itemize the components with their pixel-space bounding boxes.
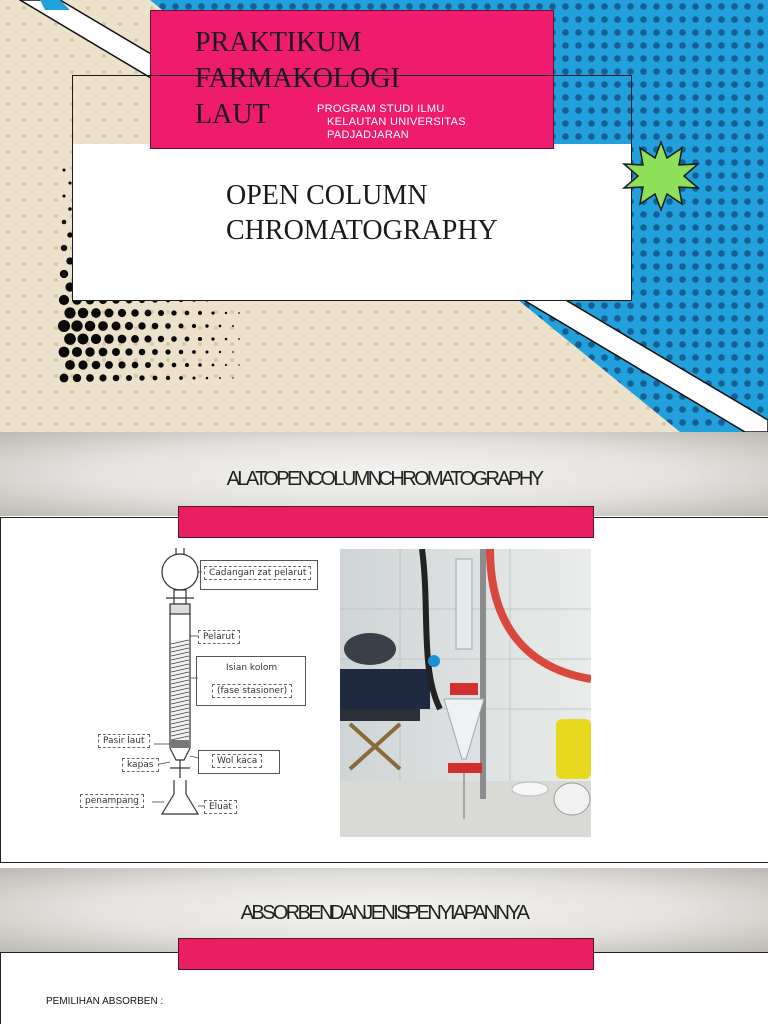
- slide2-title: ALAT OPEN COLUMN CHROMATOGRAPHY: [226, 468, 542, 490]
- cover-slide: [0, 0, 768, 432]
- absorbent-selection-heading: PEMILIHAN ABSORBEN :: [46, 996, 164, 1007]
- label-cotton: kapas: [122, 758, 159, 772]
- lab-photo: [340, 549, 591, 837]
- subtitle-line-2: CHROMATOGRAPHY: [226, 215, 498, 246]
- label-packing-2: (fase stasioner): [212, 684, 292, 698]
- column-diagram: [72, 548, 322, 833]
- label-eluate: Eluat: [204, 800, 237, 814]
- cover-organization: [317, 103, 466, 142]
- org-line-2: KELAUTAN UNIVERSITAS: [327, 116, 466, 128]
- slide3-title: ABSORBEN DAN JENIS PENYIAPANNYA: [240, 902, 528, 924]
- label-reservoir: Cadangan zat pelarut: [204, 566, 311, 580]
- cover-title: PRAKTIKUM FARMAKOLOGI LAUT: [195, 27, 400, 130]
- label-sand: Pasir laut: [98, 734, 150, 748]
- slide2-accent-bar: [178, 506, 594, 538]
- label-receiver: penampang: [80, 794, 144, 808]
- label-glass-wool: Wol kaca: [212, 754, 262, 768]
- org-line-1: PROGRAM STUDI ILMU: [317, 103, 445, 115]
- title-banner: [150, 10, 554, 149]
- label-packing-1: Isian kolom: [222, 662, 281, 674]
- slide3-accent-bar: [178, 938, 594, 970]
- starburst-icon: [622, 140, 700, 212]
- org-line-3: PADJADJARAN: [327, 129, 409, 141]
- label-solvent: Pelarut: [198, 630, 240, 644]
- cover-subtitle: [226, 178, 498, 248]
- subtitle-line-1: OPEN COLUMN: [226, 180, 428, 211]
- lab-photo-illustration: [340, 549, 591, 837]
